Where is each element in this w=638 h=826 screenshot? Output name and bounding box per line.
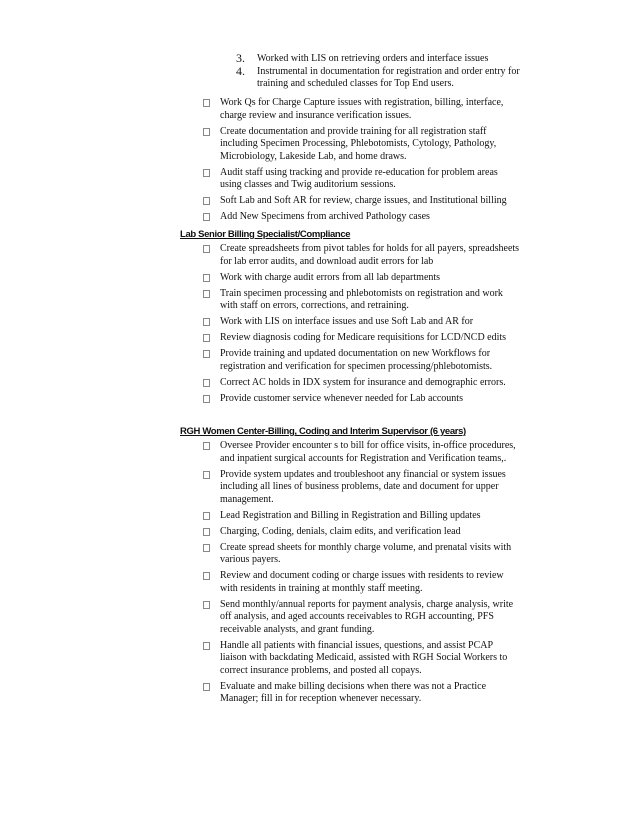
item-text: Create documentation and provide training for all registration staff including Specimen Processing, Phlebotomists, Cytology, Pathology, Microbiology, Lakeside Lab, and home draws.: [220, 125, 497, 162]
item-text: Evaluate and make billing decisions when there was not a Practice Manager; fill in for reception whenever necessary.: [220, 680, 487, 704]
item-text: Send monthly/annual reports for payment analysis, charge analysis, write off analysis, and aged accounts receivables to RGH accounting, PFS receivable analysts, and grant funding.: [220, 598, 514, 635]
item-number: 4.: [236, 63, 245, 78]
section2-bullet-list: [203, 440, 521, 709]
bullet-box-icon: [203, 128, 210, 136]
item-text: Handle all patients with financial issues, questions, and assist PCAP liaison with backdating Medicaid, assisted with RGH Social Workers to correct insurance problems, and posted all copays.: [220, 639, 508, 676]
list-item: [203, 377, 521, 390]
item-text: Lead Registration and Billing in Registration and Billing updates: [220, 509, 481, 521]
bullet-box-icon: [203, 642, 210, 650]
item-text: Oversee Provider encounter s to bill for office visits, in-office procedures, and inpatient surgical accounts for Registration and Verification teams,.: [220, 440, 516, 464]
list-item: [203, 510, 521, 523]
section1-bullet-list: [203, 243, 521, 409]
item-text: Create spread sheets for monthly charge volume, and prenatal visits with various payers.: [220, 541, 512, 565]
list-item: [203, 211, 521, 224]
item-text: Provide customer service whenever needed for Lab accounts: [220, 392, 463, 404]
bullet-box-icon: [203, 544, 210, 552]
bullet-box-icon: [203, 601, 210, 609]
list-item: [203, 681, 521, 706]
item-text: Work with charge audit errors from all lab departments: [220, 271, 441, 283]
top-bullet-list: [203, 97, 521, 227]
list-item: [203, 316, 521, 329]
item-text: Review diagnosis coding for Medicare requisitions for LCD/NCD edits: [220, 332, 507, 343]
bullet-box-icon: [203, 213, 210, 221]
list-item: [203, 167, 521, 192]
list-item: [203, 348, 521, 373]
section-heading: Lab Senior Billing Specialist/Compliance: [180, 229, 351, 240]
item-text: Correct AC holds in IDX system for insurance and demographic errors.: [220, 376, 506, 388]
item-text: Charging, Coding, denials, claim edits, and verification lead: [220, 525, 461, 537]
bullet-box-icon: [203, 99, 210, 107]
list-item: [203, 272, 521, 285]
item-text: Audit staff using tracking and provide re-education for problem areas using classes and Twig auditorium sessions.: [220, 166, 498, 190]
list-item: [203, 97, 521, 122]
bullet-box-icon: [203, 169, 210, 177]
item-text: Work with LIS on interface issues and use Soft Lab and AR for: [220, 316, 474, 327]
list-item: [203, 288, 521, 313]
item-text: Soft Lab and Soft AR for review, charge issues, and Institutional billing: [220, 195, 507, 206]
bullet-box-icon: [203, 471, 210, 479]
bullet-box-icon: [203, 334, 210, 342]
section-heading: RGH Women Center-Billing, Coding and Interim Supervisor (6 years): [180, 426, 466, 437]
item-text: Provide training and updated documentation on new Workflows for registration and verification for specimen processing/phlebotomists.: [220, 348, 493, 372]
item-text: Worked with LIS on retrieving orders and interface issues: [257, 53, 489, 64]
item-text: Train specimen processing and phlebotomists on registration and work with staff on errors, corrections, and retraining.: [220, 287, 503, 311]
list-item: [203, 126, 521, 164]
bullet-box-icon: [203, 395, 210, 403]
numbered-item: [236, 53, 536, 66]
list-item: [203, 393, 521, 406]
item-text: Instrumental in documentation for registration and order entry for training and scheduled classes for Top End users.: [257, 65, 520, 89]
item-text: Create spreadsheets from pivot tables for holds for all payers, spreadsheets for lab error audits, and download audit errors for lab: [220, 243, 520, 267]
bullet-box-icon: [203, 245, 210, 253]
list-item: [203, 195, 521, 208]
bullet-box-icon: [203, 572, 210, 580]
item-text: Work Qs for Charge Capture issues with registration, billing, interface, charge review and insurance verification issues.: [220, 97, 504, 121]
list-item: [203, 640, 521, 678]
numbered-item: [236, 63, 536, 91]
bullet-box-icon: [203, 290, 210, 298]
item-text: Provide system updates and troubleshoot any financial or system issues including all lines of business problems, date and document for upper management.: [220, 468, 506, 505]
bullet-box-icon: [203, 318, 210, 326]
list-item: [203, 526, 521, 539]
bullet-box-icon: [203, 274, 210, 282]
item-text: Add New Specimens from archived Pathology cases: [220, 211, 430, 222]
bullet-box-icon: [203, 683, 210, 691]
list-item: [203, 570, 521, 595]
bullet-box-icon: [203, 350, 210, 358]
bullet-box-icon: [203, 197, 210, 205]
numbered-list: [236, 53, 536, 91]
list-item: [203, 469, 521, 507]
bullet-box-icon: [203, 528, 210, 536]
list-item: [203, 542, 521, 567]
bullet-box-icon: [203, 442, 210, 450]
bullet-box-icon: [203, 512, 210, 520]
item-number: 3.: [236, 51, 245, 65]
list-item: [203, 440, 521, 465]
list-item: [203, 332, 521, 345]
bullet-box-icon: [203, 379, 210, 387]
list-item: [203, 243, 521, 268]
list-item: [203, 599, 521, 637]
item-text: Review and document coding or charge issues with residents to review with residents in training at monthly staff meeting.: [220, 570, 504, 594]
